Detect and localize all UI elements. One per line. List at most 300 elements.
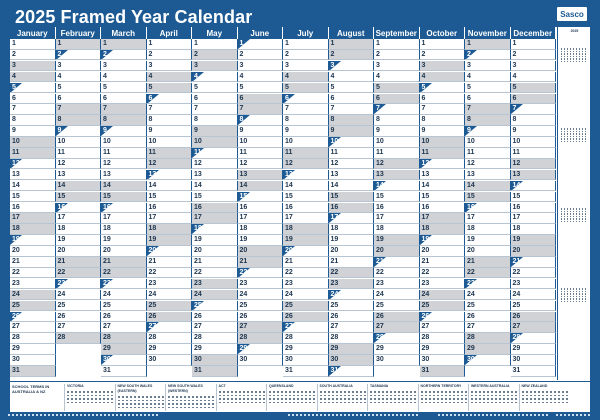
side-panel-heading <box>560 29 589 33</box>
day-number: 18 <box>467 225 475 233</box>
day-cell <box>374 224 420 235</box>
day-number: 13 <box>330 170 339 178</box>
day-number: 16 <box>376 203 384 211</box>
day-cell <box>283 148 329 159</box>
day-number: 30 <box>285 356 293 364</box>
day-cell <box>147 39 193 50</box>
day-number: 27 <box>512 323 521 331</box>
day-number: 31 <box>512 367 521 374</box>
day-number: 24 <box>239 290 248 298</box>
day-number: 24 <box>376 290 384 298</box>
day-number: 23 <box>103 279 111 287</box>
term-date-line <box>320 398 367 400</box>
day-number: 17 <box>376 214 384 222</box>
day-cell <box>192 333 238 344</box>
day-cell <box>238 268 284 279</box>
day-number: 9 <box>330 127 335 135</box>
day-number: 7 <box>376 105 380 113</box>
day-number: 25 <box>330 301 339 309</box>
day-number: 27 <box>148 323 157 331</box>
day-number: 9 <box>12 127 16 135</box>
day-number: 2 <box>12 50 16 58</box>
day-cell <box>101 72 147 83</box>
day-cell <box>10 126 56 137</box>
day-number: 20 <box>103 247 111 255</box>
day-cell <box>101 213 147 224</box>
term-date-line <box>219 391 266 393</box>
day-cell <box>374 39 420 50</box>
day-number: 11 <box>194 149 202 156</box>
day-cell <box>329 39 375 50</box>
day-cell <box>374 94 420 105</box>
day-cell <box>374 137 420 148</box>
day-cell <box>238 344 284 355</box>
day-cell <box>56 83 102 94</box>
day-number: 2 <box>194 50 198 58</box>
day-cell <box>101 61 147 72</box>
day-number: 3 <box>239 61 244 69</box>
day-cell <box>10 170 56 181</box>
state-name: NORTHERN TERRITORY <box>420 384 462 388</box>
day-cell <box>56 39 102 50</box>
day-cell <box>283 322 329 333</box>
day-cell <box>147 203 193 214</box>
day-cell <box>511 148 557 159</box>
day-cell <box>374 170 420 181</box>
day-number: 27 <box>285 323 293 331</box>
day-cell <box>192 50 238 61</box>
day-cell <box>511 61 557 72</box>
day-cell <box>238 322 284 333</box>
day-number: 24 <box>103 290 111 298</box>
day-number: 16 <box>285 203 293 211</box>
day-number: 1 <box>194 40 198 47</box>
day-cell <box>420 61 466 72</box>
day-number: 12 <box>194 159 202 167</box>
day-cell <box>283 268 329 279</box>
day-number: 6 <box>512 94 517 102</box>
day-cell <box>329 224 375 235</box>
day-number: 15 <box>376 192 384 200</box>
day-number: 3 <box>512 61 517 69</box>
day-cell <box>374 257 420 268</box>
day-number: 23 <box>239 279 248 287</box>
day-cell <box>238 148 284 159</box>
day-number: 25 <box>421 301 430 309</box>
day-number: 3 <box>57 61 62 69</box>
day-cell <box>238 301 284 312</box>
term-date-line <box>219 395 266 397</box>
day-cell <box>238 333 284 344</box>
day-number: 29 <box>421 345 430 353</box>
day-number: 14 <box>103 181 111 189</box>
day-number: 21 <box>57 258 66 265</box>
day-number: 18 <box>376 225 384 233</box>
school-terms-footer <box>10 381 590 413</box>
month-header-september: September <box>374 27 420 39</box>
day-cell <box>147 322 193 333</box>
day-number: 19 <box>512 236 521 244</box>
day-cell <box>101 203 147 214</box>
day-cell <box>10 246 56 257</box>
day-cell <box>192 39 238 50</box>
day-cell <box>147 344 193 355</box>
day-number: 26 <box>103 312 111 320</box>
term-date-line <box>471 391 518 393</box>
day-cell <box>147 83 193 94</box>
day-cell <box>10 290 56 301</box>
day-cell <box>101 126 147 137</box>
day-cell <box>56 290 102 301</box>
day-number: 23 <box>57 279 66 287</box>
day-number: 28 <box>376 334 384 342</box>
day-cell <box>147 268 193 279</box>
day-number: 9 <box>103 127 107 135</box>
day-number: 27 <box>194 323 202 331</box>
day-number: 19 <box>421 236 430 244</box>
day-number: 13 <box>421 170 430 178</box>
day-cell <box>147 115 193 126</box>
day-cell <box>56 94 102 105</box>
day-number: 3 <box>103 61 107 69</box>
day-number: 4 <box>330 72 335 80</box>
day-cell <box>238 279 284 290</box>
day-number: 26 <box>57 312 66 320</box>
day-cell <box>511 257 557 268</box>
day-cell <box>56 170 102 181</box>
day-cell <box>101 301 147 312</box>
day-number: 8 <box>103 116 107 124</box>
day-number: 22 <box>467 268 475 276</box>
day-number: 21 <box>148 258 157 265</box>
day-number: 3 <box>330 61 335 69</box>
day-cell <box>10 322 56 333</box>
day-number: 13 <box>57 170 66 178</box>
day-number: 24 <box>12 290 20 298</box>
day-number: 10 <box>103 138 111 146</box>
day-number: 1 <box>467 40 471 47</box>
day-number: 6 <box>421 94 426 102</box>
day-number: 12 <box>57 159 66 167</box>
day-cell <box>192 126 238 137</box>
day-cell <box>10 148 56 159</box>
day-number: 5 <box>330 83 335 91</box>
month-header-july: July <box>283 27 329 39</box>
day-number: 22 <box>148 268 157 276</box>
day-number: 16 <box>512 203 521 211</box>
day-number: 15 <box>57 192 66 200</box>
day-cell <box>192 104 238 115</box>
side-year: 2025 <box>570 29 579 33</box>
day-number: 7 <box>194 105 198 113</box>
day-cell <box>283 235 329 246</box>
day-number: 4 <box>148 72 153 80</box>
day-cell <box>329 192 375 203</box>
state-name: NEW SOUTH WALES (EASTERN) <box>117 384 153 393</box>
term-date-line <box>219 402 266 404</box>
day-number: 10 <box>467 138 475 146</box>
day-number: 12 <box>103 159 111 167</box>
day-cell <box>10 333 56 344</box>
term-date-line <box>421 398 468 400</box>
day-number: 14 <box>239 181 248 189</box>
day-number: 29 <box>467 345 475 353</box>
day-cell <box>420 355 466 366</box>
day-cell <box>147 301 193 312</box>
state-term-block <box>165 384 217 411</box>
day-cell <box>374 126 420 137</box>
state-term-block <box>418 384 470 411</box>
day-cell <box>192 366 238 377</box>
day-number: 1 <box>376 40 380 47</box>
mini-calendar <box>561 47 588 65</box>
day-cell <box>329 333 375 344</box>
day-number: 19 <box>57 236 66 244</box>
day-cell <box>10 203 56 214</box>
day-cell <box>511 72 557 83</box>
day-cell <box>101 344 147 355</box>
day-number: 6 <box>194 94 198 102</box>
day-cell <box>56 104 102 115</box>
day-number: 11 <box>421 149 429 156</box>
day-number: 5 <box>57 83 62 91</box>
day-cell <box>283 137 329 148</box>
day-number: 11 <box>57 149 65 156</box>
day-number: 23 <box>421 279 430 287</box>
day-number: 29 <box>285 345 293 353</box>
day-number: 15 <box>103 192 111 200</box>
day-cell <box>192 213 238 224</box>
day-cell <box>420 301 466 312</box>
day-cell <box>283 312 329 323</box>
day-cell <box>10 104 56 115</box>
day-cell <box>10 50 56 61</box>
day-cell <box>192 137 238 148</box>
day-cell <box>374 83 420 94</box>
day-number: 3 <box>467 61 471 69</box>
note-line <box>288 414 418 416</box>
day-cell <box>101 39 147 50</box>
term-date-line <box>269 402 316 404</box>
day-cell <box>147 192 193 203</box>
day-cell <box>420 159 466 170</box>
term-date-line <box>421 402 468 404</box>
day-cell <box>283 170 329 181</box>
day-cell <box>465 148 511 159</box>
day-number: 30 <box>194 356 202 364</box>
day-number: 12 <box>239 159 248 167</box>
day-cell <box>238 72 284 83</box>
day-number: 27 <box>330 323 339 331</box>
day-cell <box>465 61 511 72</box>
day-cell <box>465 94 511 105</box>
day-cell <box>147 257 193 268</box>
day-number: 15 <box>285 192 293 200</box>
day-cell <box>329 61 375 72</box>
day-cell <box>465 83 511 94</box>
day-cell <box>147 213 193 224</box>
day-number: 28 <box>330 334 339 342</box>
state-name: VICTORIA <box>67 384 84 388</box>
day-cell <box>465 344 511 355</box>
day-number: 20 <box>467 247 475 255</box>
day-number: 10 <box>376 138 384 146</box>
day-number: 24 <box>57 290 66 298</box>
state-term-block <box>519 384 571 411</box>
day-cell <box>192 83 238 94</box>
day-cell <box>238 137 284 148</box>
day-cell <box>511 279 557 290</box>
day-number: 4 <box>421 72 426 80</box>
day-number: 9 <box>57 127 62 135</box>
day-cell <box>10 257 56 268</box>
state-term-block <box>64 384 116 411</box>
day-number: 16 <box>103 203 111 211</box>
day-number: 3 <box>421 61 426 69</box>
day-cell <box>374 115 420 126</box>
month-header-april: April <box>147 27 193 39</box>
day-number: 27 <box>12 323 20 331</box>
day-cell <box>511 83 557 94</box>
day-number: 20 <box>239 247 248 255</box>
day-cell <box>10 39 56 50</box>
day-cell <box>10 159 56 170</box>
day-cell <box>329 126 375 137</box>
day-number: 8 <box>239 116 244 124</box>
day-number: 5 <box>148 83 153 91</box>
day-cell <box>56 279 102 290</box>
day-number: 28 <box>12 334 20 342</box>
day-cell <box>511 333 557 344</box>
term-date-line <box>67 402 114 404</box>
day-number: 21 <box>12 258 20 265</box>
day-number: 26 <box>12 312 20 320</box>
day-cell <box>465 268 511 279</box>
day-cell <box>465 213 511 224</box>
day-cell <box>374 279 420 290</box>
day-number: 22 <box>194 268 202 276</box>
state-term-block <box>266 384 318 411</box>
term-date-line <box>168 400 215 402</box>
day-number: 1 <box>103 40 107 47</box>
day-cell <box>192 279 238 290</box>
day-number: 11 <box>285 149 293 156</box>
day-number: 21 <box>239 258 248 265</box>
day-cell <box>192 181 238 192</box>
day-number: 20 <box>376 247 384 255</box>
day-cell <box>238 104 284 115</box>
day-cell <box>147 246 193 257</box>
day-number: 9 <box>421 127 426 135</box>
day-number: 3 <box>148 61 153 69</box>
day-cell <box>283 224 329 235</box>
day-number: 8 <box>330 116 335 124</box>
day-cell <box>147 170 193 181</box>
day-cell <box>420 148 466 159</box>
day-number: 6 <box>467 94 471 102</box>
day-number: 3 <box>12 61 16 69</box>
day-number: 31 <box>103 367 111 374</box>
day-cell <box>56 192 102 203</box>
day-cell <box>511 104 557 115</box>
day-cell <box>101 355 147 366</box>
day-cell <box>329 170 375 181</box>
day-cell <box>329 344 375 355</box>
day-number: 30 <box>12 356 20 364</box>
day-cell <box>283 83 329 94</box>
day-cell <box>374 235 420 246</box>
day-number: 15 <box>194 192 202 200</box>
day-cell <box>238 126 284 137</box>
day-number: 20 <box>148 247 157 255</box>
day-cell <box>465 322 511 333</box>
day-cell <box>374 213 420 224</box>
day-cell <box>465 235 511 246</box>
state-term-block <box>216 384 268 411</box>
day-cell <box>465 39 511 50</box>
day-number: 6 <box>239 94 244 102</box>
day-cell <box>10 355 56 366</box>
term-date-line <box>269 391 316 393</box>
day-number: 19 <box>12 236 20 244</box>
day-number: 12 <box>512 159 521 167</box>
day-number: 16 <box>57 203 66 211</box>
day-cell <box>147 159 193 170</box>
day-cell <box>238 159 284 170</box>
day-number: 4 <box>194 72 198 80</box>
day-number: 14 <box>12 181 20 189</box>
day-cell <box>238 312 284 323</box>
page-title: 2025 Framed Year Calendar <box>15 7 253 27</box>
day-number: 12 <box>376 159 384 167</box>
day-number: 26 <box>512 312 521 320</box>
day-number: 11 <box>376 149 384 156</box>
day-number: 1 <box>57 40 62 47</box>
term-date-line <box>471 402 518 404</box>
day-number: 3 <box>285 61 289 69</box>
day-number: 25 <box>285 301 293 309</box>
term-date-line <box>320 391 367 393</box>
note-line <box>556 414 591 416</box>
day-cell <box>101 192 147 203</box>
day-number: 24 <box>512 290 521 298</box>
day-number: 9 <box>376 127 380 135</box>
day-cell <box>147 279 193 290</box>
day-number: 23 <box>285 279 293 287</box>
month-header-june: June <box>238 27 284 39</box>
day-cell <box>147 137 193 148</box>
day-number: 27 <box>376 323 384 331</box>
day-number: 1 <box>12 40 16 47</box>
day-cell <box>374 192 420 203</box>
day-number: 6 <box>330 94 335 102</box>
day-cell <box>420 312 466 323</box>
day-cell <box>238 39 284 50</box>
day-cell <box>10 224 56 235</box>
day-cell <box>329 104 375 115</box>
day-cell <box>10 61 56 72</box>
day-cell <box>238 94 284 105</box>
day-cell <box>10 83 56 94</box>
day-cell <box>420 203 466 214</box>
day-cell <box>192 322 238 333</box>
day-cell <box>465 224 511 235</box>
day-number: 19 <box>285 236 293 244</box>
day-cell <box>10 115 56 126</box>
day-cell <box>192 115 238 126</box>
day-number: 18 <box>239 225 248 233</box>
day-cell <box>465 257 511 268</box>
